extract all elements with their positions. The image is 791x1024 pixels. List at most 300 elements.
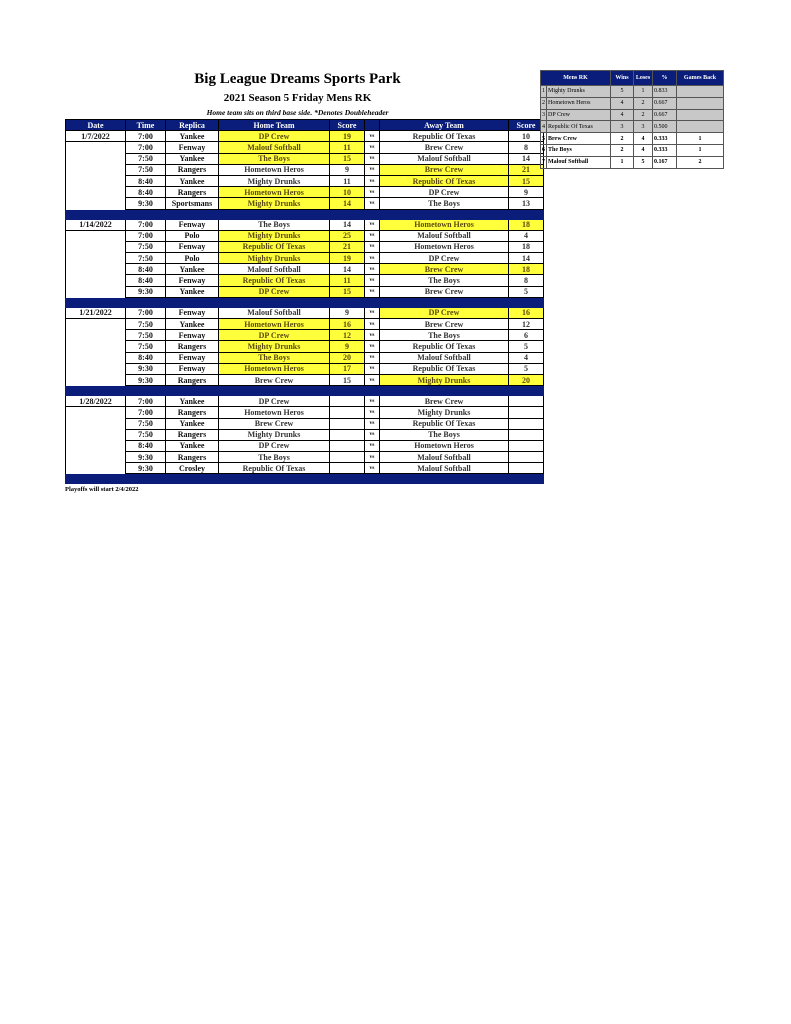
home-team: Brew Crew [219,418,330,429]
away-score: 5 [509,341,544,352]
standings-pct: 0.500 [653,121,677,133]
game-time: 8:40 [126,175,166,186]
standings-pct: 0.333 [653,133,677,145]
game-time: 7:00 [126,307,166,318]
vs-label: vs [365,452,380,463]
table-row [66,407,544,418]
home-team: Hometown Heros [219,407,330,418]
home-score: 14 [330,264,365,275]
standings-rank: 2 [541,97,547,109]
home-score: 19 [330,131,365,142]
home-score [330,407,365,418]
standings-rank: 4 [541,121,547,133]
away-score: 13 [509,198,544,209]
standings-wins: 4 [611,97,634,109]
away-team: Brew Crew [380,396,509,407]
game-time: 7:50 [126,164,166,175]
page-title: Big League Dreams Sports Park [194,71,401,87]
standings-wins: 3 [611,121,634,133]
home-team: The Boys [219,352,330,363]
home-score: 17 [330,363,365,374]
vs-label: vs [365,319,380,330]
game-date [66,275,126,286]
col-header-away-team: Away Team [380,120,509,131]
away-team: Republic Of Texas [380,363,509,374]
vs-label: vs [365,407,380,418]
home-team: Malouf Softball [219,264,330,275]
vs-label: vs [365,330,380,341]
standings-header-row [541,71,724,86]
standings-row [541,121,724,133]
away-team: DP Crew [380,187,509,198]
table-row [66,164,544,175]
away-team: Hometown Heros [380,241,509,252]
standings-rank: 6 [541,144,547,156]
vs-label: vs [365,275,380,286]
home-team: Mighty Drunks [219,198,330,209]
away-score: 18 [509,219,544,230]
game-date [66,187,126,198]
home-score: 15 [330,153,365,164]
schedule-header-row [66,120,544,131]
home-score: 21 [330,241,365,252]
game-time: 7:50 [126,241,166,252]
table-row [66,352,544,363]
game-time: 8:40 [126,187,166,198]
home-score: 25 [330,230,365,241]
away-team: Brew Crew [380,142,509,153]
standings-wins: 5 [611,86,634,98]
standings-games-back [677,86,724,98]
vs-label: vs [365,142,380,153]
away-team: Brew Crew [380,286,509,297]
home-team: Hometown Heros [219,363,330,374]
home-team: Republic Of Texas [219,275,330,286]
home-score: 16 [330,319,365,330]
home-score: 9 [330,307,365,318]
game-time: 7:50 [126,341,166,352]
away-score: 8 [509,142,544,153]
game-replica: Yankee [166,319,219,330]
away-score [509,429,544,440]
game-replica: Fenway [166,363,219,374]
home-team: Mighty Drunks [219,429,330,440]
away-score: 12 [509,319,544,330]
game-date [66,374,126,385]
game-replica: Rangers [166,164,219,175]
away-team: Mighty Drunks [380,407,509,418]
away-team: Malouf Softball [380,463,509,474]
table-row [66,253,544,264]
game-replica: Crosley [166,463,219,474]
vs-label: vs [365,429,380,440]
away-team: Malouf Softball [380,230,509,241]
standings-games-back [677,109,724,121]
game-date [66,175,126,186]
standings-games-back: 1 [677,144,724,156]
standings-pct: 0.333 [653,144,677,156]
standings-header-wins: Wins [611,71,634,86]
game-date [66,230,126,241]
standings-loses: 5 [634,156,653,168]
away-team: DP Crew [380,307,509,318]
away-team: Mighty Drunks [380,374,509,385]
standings-row [541,133,724,145]
table-row [66,241,544,252]
game-date: 1/7/2022 [66,131,126,142]
away-score: 5 [509,363,544,374]
vs-label: vs [365,418,380,429]
away-score [509,440,544,451]
away-score [509,396,544,407]
game-time: 7:00 [126,131,166,142]
game-replica: Yankee [166,286,219,297]
col-header-home-score: Score [330,120,365,131]
home-score: 20 [330,352,365,363]
standings-row [541,97,724,109]
away-team: Brew Crew [380,164,509,175]
game-time: 7:50 [126,319,166,330]
home-score: 14 [330,198,365,209]
home-team: DP Crew [219,286,330,297]
vs-label: vs [365,164,380,175]
home-score [330,429,365,440]
home-score [330,463,365,474]
vs-label: vs [365,396,380,407]
standings-loses: 4 [634,144,653,156]
away-team: The Boys [380,198,509,209]
home-team: DP Crew [219,131,330,142]
home-team: Hometown Heros [219,187,330,198]
week-separator-cell [66,297,544,307]
vs-label: vs [365,341,380,352]
home-team: DP Crew [219,330,330,341]
game-date [66,330,126,341]
game-time: 7:00 [126,407,166,418]
standings-loses: 2 [634,109,653,121]
home-team: Mighty Drunks [219,341,330,352]
schedule-table [65,119,544,484]
vs-label: vs [365,286,380,297]
game-time: 7:50 [126,418,166,429]
game-replica: Polo [166,253,219,264]
game-date: 1/14/2022 [66,219,126,230]
standings-pct: 0.167 [653,156,677,168]
table-row [66,363,544,374]
game-date [66,164,126,175]
home-score: 9 [330,341,365,352]
vs-label: vs [365,219,380,230]
game-date [66,363,126,374]
game-time: 8:40 [126,440,166,451]
table-row [66,374,544,385]
table-row [66,286,544,297]
standings-wins: 2 [611,144,634,156]
game-time: 7:00 [126,142,166,153]
game-time: 7:50 [126,330,166,341]
week-separator [66,386,544,396]
standings-header-games-back: Games Back [677,71,724,86]
game-time: 9:30 [126,463,166,474]
home-score [330,452,365,463]
away-score: 4 [509,352,544,363]
standings-wins: 1 [611,156,634,168]
col-header-replica: Replica [166,120,219,131]
table-row [66,463,544,474]
standings-loses: 4 [634,133,653,145]
table-row [66,230,544,241]
away-score: 18 [509,241,544,252]
away-score: 15 [509,175,544,186]
game-time: 9:30 [126,452,166,463]
away-score: 9 [509,187,544,198]
vs-label: vs [365,230,380,241]
page-header [65,70,530,118]
vs-label: vs [365,241,380,252]
standings-rank: 5 [541,133,547,145]
game-date [66,241,126,252]
game-replica: Yankee [166,396,219,407]
game-date [66,264,126,275]
game-time: 7:50 [126,253,166,264]
game-time: 7:50 [126,429,166,440]
game-date: 1/28/2022 [66,396,126,407]
game-date [66,407,126,418]
away-score [509,463,544,474]
home-team: Hometown Heros [219,319,330,330]
home-team: Mighty Drunks [219,175,330,186]
vs-label: vs [365,440,380,451]
home-team: Republic Of Texas [219,241,330,252]
away-score: 14 [509,253,544,264]
table-row [66,153,544,164]
away-score: 4 [509,230,544,241]
away-team: The Boys [380,429,509,440]
playoffs-note: Playoffs will start 2/4/2022 [65,486,139,493]
away-team: Malouf Softball [380,452,509,463]
home-team: Malouf Softball [219,307,330,318]
standings-row [541,86,724,98]
table-row [66,198,544,209]
standings-loses: 2 [634,97,653,109]
table-row [66,341,544,352]
away-score: 18 [509,264,544,275]
week-separator [66,297,544,307]
game-date [66,153,126,164]
game-date [66,142,126,153]
home-score: 11 [330,275,365,286]
game-date [66,429,126,440]
game-replica: Yankee [166,264,219,275]
vs-label: vs [365,307,380,318]
table-row [66,275,544,286]
standings-pct: 0.833 [653,86,677,98]
game-time: 7:00 [126,230,166,241]
standings-pct: 0.667 [653,109,677,121]
table-row [66,175,544,186]
game-replica: Rangers [166,452,219,463]
away-score: 20 [509,374,544,385]
standings-rank: 1 [541,86,547,98]
away-team: Brew Crew [380,264,509,275]
away-score: 14 [509,153,544,164]
standings-team: Brew Crew [547,133,611,145]
home-score: 10 [330,187,365,198]
game-replica: Rangers [166,341,219,352]
game-date [66,352,126,363]
table-row [66,307,544,318]
vs-label: vs [365,352,380,363]
table-row [66,429,544,440]
col-header-date: Date [66,120,126,131]
vs-label: vs [365,463,380,474]
standings-rank: 7 [541,156,547,168]
home-score: 9 [330,164,365,175]
away-score [509,418,544,429]
away-score: 21 [509,164,544,175]
home-team: Republic Of Texas [219,463,330,474]
game-date [66,440,126,451]
week-separator-cell [66,386,544,396]
home-score: 11 [330,175,365,186]
game-time: 7:00 [126,396,166,407]
home-team: Mighty Drunks [219,230,330,241]
standings-games-back: 2 [677,156,724,168]
home-team: DP Crew [219,440,330,451]
home-score [330,396,365,407]
game-date [66,341,126,352]
standings-header-pct: % [653,71,677,86]
table-row [66,330,544,341]
game-replica: Rangers [166,187,219,198]
away-score: 8 [509,275,544,286]
table-row [66,187,544,198]
vs-label: vs [365,153,380,164]
vs-label: vs [365,198,380,209]
standings-rank: 3 [541,109,547,121]
standings-loses: 1 [634,86,653,98]
standings-wins: 4 [611,109,634,121]
standings-header-loses: Loses [634,71,653,86]
home-team: Malouf Softball [219,142,330,153]
vs-label: vs [365,264,380,275]
home-team: The Boys [219,452,330,463]
vs-label: vs [365,131,380,142]
table-row [66,319,544,330]
game-replica: Yankee [166,440,219,451]
standings-team: DP Crew [547,109,611,121]
game-replica: Yankee [166,131,219,142]
game-date [66,253,126,264]
standings-games-back [677,121,724,133]
standings-header-team: Mens RK [541,71,611,86]
week-separator [66,209,544,219]
game-time: 9:30 [126,374,166,385]
away-team: Republic Of Texas [380,131,509,142]
standings-games-back: 1 [677,133,724,145]
standings-body [541,86,724,169]
week-separator-cell [66,474,544,484]
home-team: The Boys [219,153,330,164]
vs-label: vs [365,363,380,374]
standings-row [541,109,724,121]
table-row [66,131,544,142]
standings-team: The Boys [547,144,611,156]
game-replica: Fenway [166,219,219,230]
away-team: DP Crew [380,253,509,264]
standings-loses: 3 [634,121,653,133]
home-score: 19 [330,253,365,264]
col-header-away-score: Score [509,120,544,131]
away-score: 5 [509,286,544,297]
game-replica: Sportsmans [166,198,219,209]
table-row [66,219,544,230]
standings-team: Republic Of Texas [547,121,611,133]
game-replica: Yankee [166,153,219,164]
game-replica: Fenway [166,352,219,363]
game-replica: Rangers [166,429,219,440]
table-row [66,264,544,275]
standings-wins: 2 [611,133,634,145]
table-row [66,452,544,463]
table-row [66,440,544,451]
away-score: 10 [509,131,544,142]
home-score: 15 [330,374,365,385]
home-team: The Boys [219,219,330,230]
home-score [330,418,365,429]
col-header-vs [365,120,380,131]
game-time: 9:30 [126,363,166,374]
away-score [509,407,544,418]
standings-row [541,156,724,168]
game-replica: Fenway [166,307,219,318]
game-replica: Polo [166,230,219,241]
game-time: 8:40 [126,275,166,286]
game-time: 9:30 [126,198,166,209]
away-team: The Boys [380,330,509,341]
away-score: 6 [509,330,544,341]
home-team: Hometown Heros [219,164,330,175]
game-time: 8:40 [126,352,166,363]
game-replica: Fenway [166,241,219,252]
standings-team: Malouf Softball [547,156,611,168]
home-score: 15 [330,286,365,297]
game-replica: Rangers [166,374,219,385]
game-date [66,463,126,474]
away-team: Brew Crew [380,319,509,330]
game-replica: Rangers [166,407,219,418]
home-score: 12 [330,330,365,341]
away-team: Hometown Heros [380,219,509,230]
game-replica: Fenway [166,275,219,286]
game-date [66,286,126,297]
game-replica: Yankee [166,418,219,429]
week-separator [66,474,544,484]
standings-pct: 0.667 [653,97,677,109]
game-date [66,319,126,330]
game-date [66,418,126,429]
away-team: Hometown Heros [380,440,509,451]
away-team: Republic Of Texas [380,418,509,429]
col-header-time: Time [126,120,166,131]
away-score: 16 [509,307,544,318]
away-team: The Boys [380,275,509,286]
standings-games-back [677,97,724,109]
standings-table [540,70,724,169]
game-time: 9:30 [126,286,166,297]
vs-label: vs [365,374,380,385]
game-date [66,198,126,209]
